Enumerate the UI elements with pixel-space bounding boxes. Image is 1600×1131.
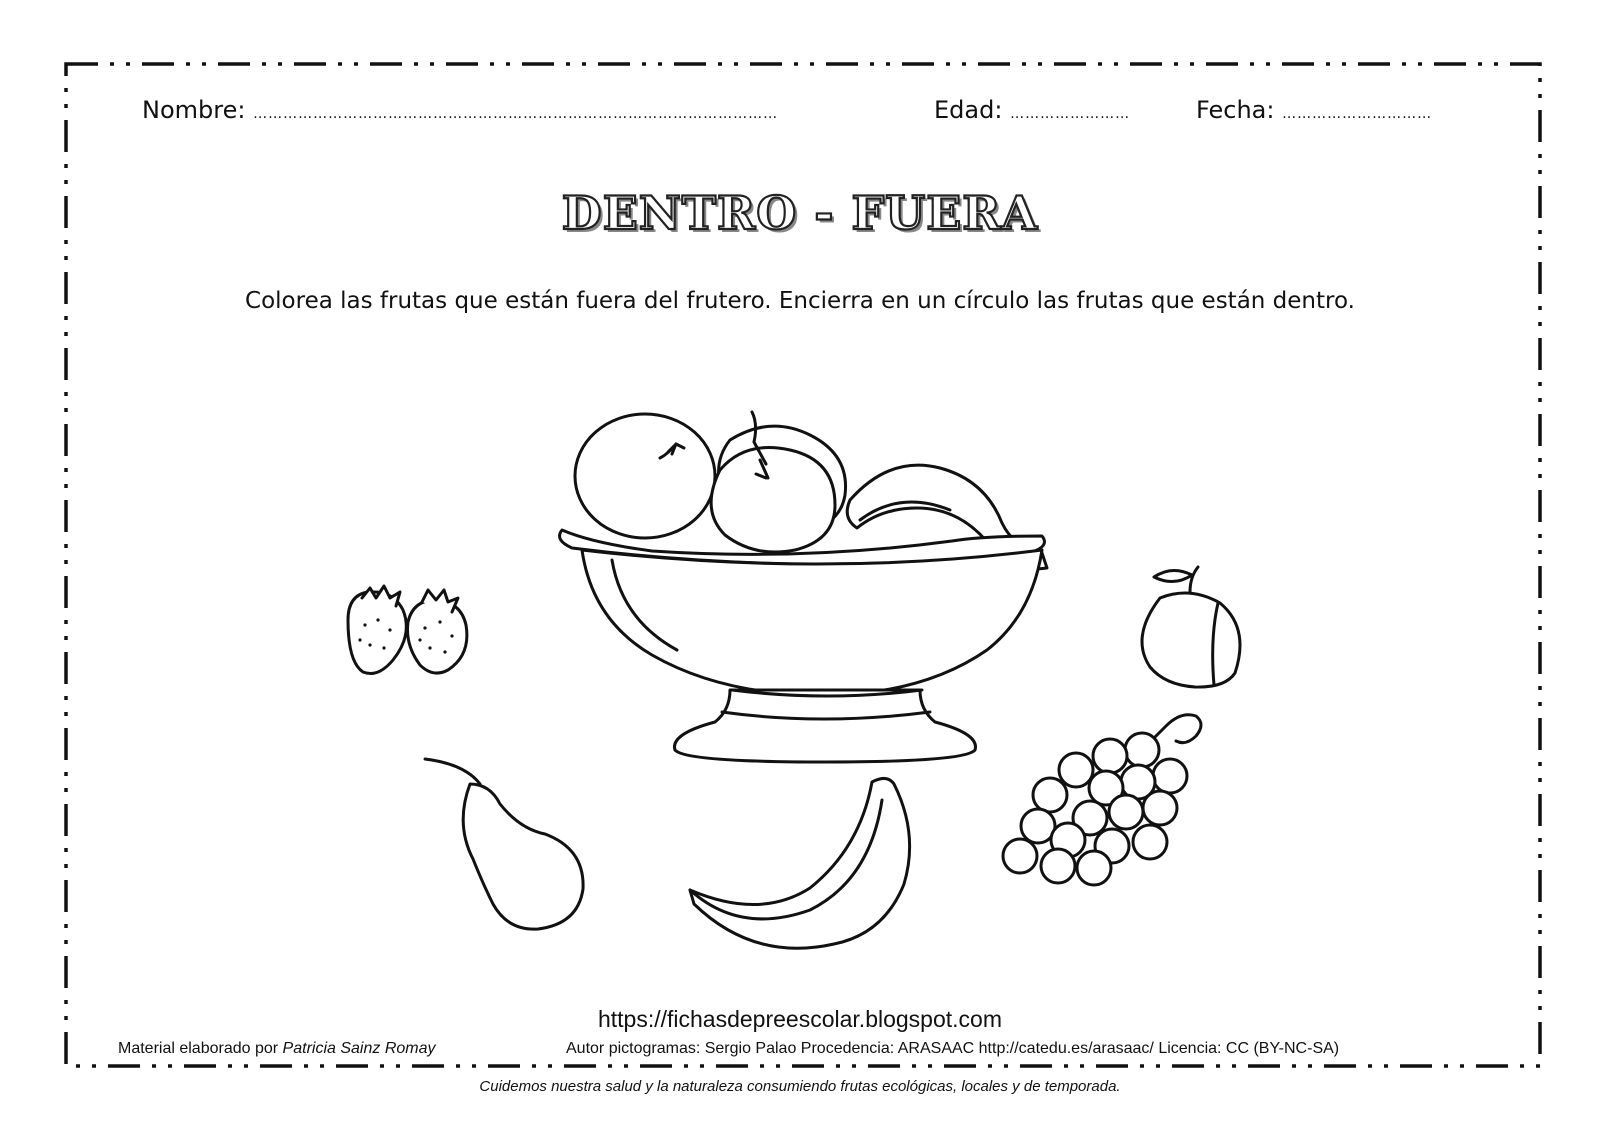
peach[interactable]: [1142, 567, 1240, 687]
author-name: Patricia Sainz Romay: [282, 1040, 436, 1057]
date-dots: …………………………: [1282, 106, 1433, 122]
bowl-orange[interactable]: [575, 414, 715, 538]
bowl-body: [582, 550, 1042, 695]
name-label: Nombre:: [142, 96, 246, 124]
title-text: DENTRO - FUERA: [561, 186, 1039, 240]
fruit-bowl[interactable]: [560, 412, 1047, 762]
name-dots: ……………………………………………………………………………………………: [253, 106, 779, 122]
material-prefix: Material elaborado por: [118, 1040, 279, 1057]
age-dots: ……………………: [1010, 106, 1131, 122]
age-label: Edad:: [934, 96, 1003, 124]
grapes[interactable]: [1003, 715, 1201, 885]
blog-url[interactable]: https://fichasdepreescolar.blogspot.com: [597, 1006, 1002, 1032]
date-label: Fecha:: [1196, 96, 1275, 124]
pear[interactable]: [425, 759, 583, 929]
pictograms-credit: Autor pictogramas: Sergio Palao Procedencia: ARASAAC http://catedu.es/arasaac/ Licencia: CC (BY-NC-SA): [566, 1040, 1340, 1057]
material-credit: [118, 1040, 436, 1058]
strawberries[interactable]: [348, 586, 467, 674]
footer-note: Cuidemos nuestra salud y la naturaleza consumiendo frutas ecológicas, locales y de temporada.: [479, 1078, 1121, 1095]
instruction-text: Colorea las frutas que están fuera del frutero. Encierra en un círculo las frutas que están dentro.: [245, 288, 1355, 314]
banana[interactable]: [690, 778, 910, 948]
